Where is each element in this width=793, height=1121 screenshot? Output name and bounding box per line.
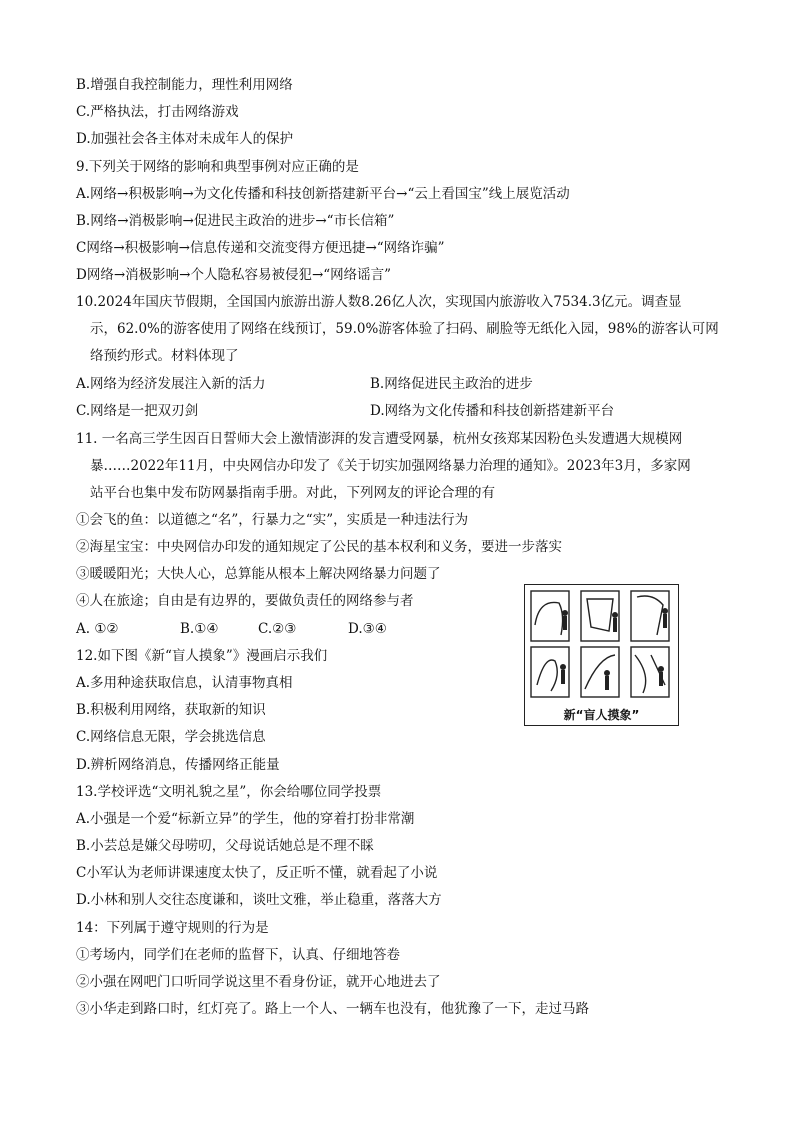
question-11-line3: 站平台也集中发布防网暴指南手册。对此，下列网友的评论合理的有 (90, 485, 495, 501)
figure-2-body (613, 618, 617, 632)
q11-option-c: C.②③ (258, 621, 297, 637)
elephant-part-1 (535, 602, 563, 635)
option-b-prev: B.增强自我控制能力，理性利用网络 (76, 77, 293, 93)
question-10-line1: 10.2024年国庆节假期，全国国内旅游出游人数8.26亿人次，实现国内旅游收入7534.3亿元。调查显 (76, 294, 682, 310)
q11-statement-4: ④人在旅途；自由是有边界的，要做负责任的网络参与者 (76, 593, 414, 609)
q10-option-c: C.网络是一把双刃剑 (76, 403, 199, 419)
figure-6-body (659, 672, 663, 686)
q10-option-a: A.网络为经济发展注入新的活力 (76, 376, 266, 392)
figure-1-body (563, 616, 567, 630)
q14-statement-1: ①考场内，同学们在老师的监督下，认真、仔细地答卷 (76, 947, 400, 963)
figure-6 (658, 666, 664, 672)
q11-statement-3: ③暖暖阳光；大快人心，总算能从根本上解决网络暴力问题了 (76, 566, 441, 582)
q12-option-c: C.网络信息无限，学会挑选信息 (76, 729, 266, 745)
elephant-part-3 (637, 596, 663, 635)
q12-option-b: B.积极利用网络，获取新的知识 (76, 702, 266, 718)
figure-4 (560, 664, 566, 670)
figure-2 (612, 612, 618, 618)
question-10-line3: 络预约形式。材料体现了 (90, 348, 239, 364)
question-10-line2: 示，62.0%的游客使用了网络在线预订，59.0%游客体验了扫码、刷脸等无纸化入园，98%的游客认可网 (90, 321, 719, 337)
figure-3 (662, 608, 668, 614)
option-d-prev: D.加强社会各主体对未成年人的保护 (76, 131, 294, 147)
q12-option-a: A.多用种途获取信息，认清事物真相 (76, 675, 293, 691)
panel-6 (631, 647, 669, 697)
option-c-prev: C.严格执法，打击网络游戏 (76, 104, 239, 120)
question-13: 13.学校评选“文明礼貌之星”，你会给哪位同学投票 (76, 784, 382, 800)
q13-option-d: D.小林和别人交往态度谦和，谈吐文雅，举止稳重，落落大方 (76, 892, 442, 908)
figure-4-body (561, 670, 565, 684)
q13-option-b: B.小芸总是嫌父母唠叨，父母说话她总是不理不睬 (76, 838, 374, 854)
q14-statement-3: ③小华走到路口时，红灯亮了。路上一个人、一辆车也没有，他犹豫了一下，走过马路 (76, 1001, 589, 1017)
question-14: 14：下列属于遵守规则的行为是 (76, 920, 269, 936)
figure-5 (604, 670, 610, 676)
q10-option-b: B.网络促进民主政治的进步 (370, 376, 533, 392)
question-11-line1: 11. 一名高三学生因百日誓师大会上激情澎湃的发言遭受网暴，杭州女孩郑某因粉色头发遭遇大规模网 (76, 431, 683, 447)
question-12: 12.如下图《新“盲人摸象”》漫画启示我们 (76, 648, 328, 664)
q11-options (76, 619, 387, 639)
question-11-line2: 暴……2022年11月，中央网信办印发了《关于切实加强网络暴力治理的通知》。2023年3月，多家网 (90, 458, 691, 474)
cartoon-caption: 新“盲人摸象” (563, 708, 640, 722)
q13-option-c: C小军认为老师讲课速度太快了，反正听不懂，就看起了小说 (76, 865, 438, 881)
blind-men-elephant-cartoon (524, 584, 679, 726)
q13-option-a: A.小强是一个爱“标新立异”的学生，他的穿着打扮非常潮 (76, 811, 415, 827)
cartoon-drawing (525, 585, 677, 705)
q9-option-c: C网络→积极影响→信息传递和交流变得方便迅捷→“网络诈骗” (76, 240, 445, 256)
elephant-part-5 (585, 655, 615, 689)
q11-statement-2: ②海星宝宝：中央网信办印发的通知规定了公民的基本权利和义务，要进一步落实 (76, 539, 562, 555)
q14-statement-2: ②小强在网吧门口听同学说这里不看身份证，就开心地进去了 (76, 974, 441, 990)
q10-option-d: D.网络为文化传播和科技创新搭建新平台 (370, 403, 615, 419)
figure-1 (562, 610, 568, 616)
q9-option-a: A.网络→积极影响→为文化传播和科技创新搭建新平台→“云上看国宝”线上展览活动 (76, 186, 570, 202)
panel-5 (581, 647, 619, 697)
q11-option-a: A. ①② (76, 621, 119, 637)
q11-option-d: D.③④ (348, 621, 387, 637)
figure-3-body (663, 614, 667, 628)
elephant-part-2 (587, 599, 613, 631)
elephant-part-4 (537, 660, 557, 691)
figure-5-body (605, 676, 609, 690)
q12-option-d: D.辨析网络消息，传播网络正能量 (76, 757, 280, 773)
q9-option-b: B.网络→消极影响→促进民主政治的进步→“市长信箱” (76, 213, 395, 229)
q11-statement-1: ①会飞的鱼：以道德之“名”，行暴力之“实”，实质是一种违法行为 (76, 512, 469, 528)
q11-option-b: B.①④ (180, 621, 219, 637)
q9-option-d: D网络→消极影响→个人隐私容易被侵犯→“网络谣言” (76, 267, 392, 283)
question-9: 9.下列关于网络的影响和典型事例对应正确的是 (76, 159, 359, 175)
